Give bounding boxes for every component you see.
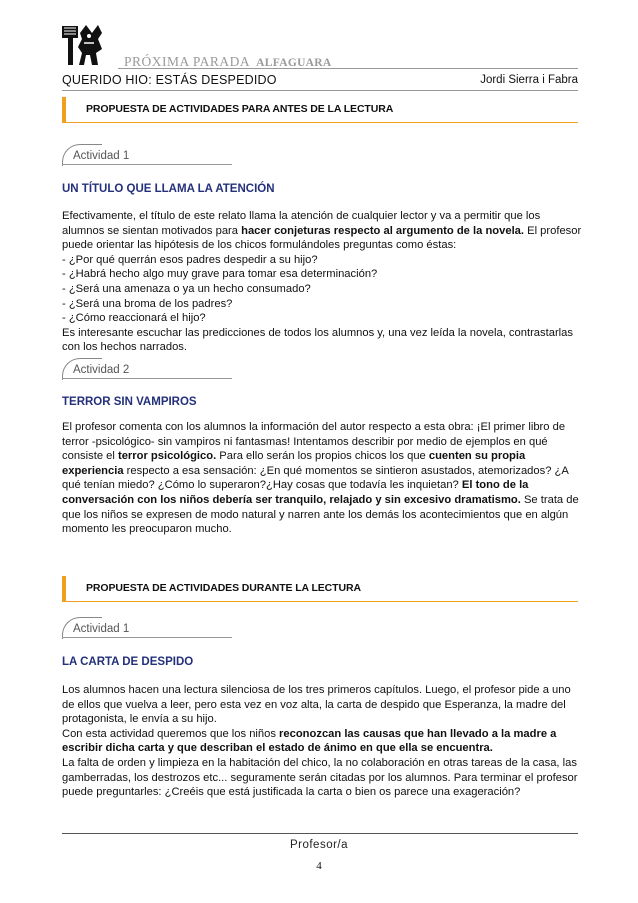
activity-text-antes-2: El profesor comenta con los alumnos la información del autor respecto a esta obra: ¡El primer libro de terror -psicológico- sin vampiros ni fantasmas! Intentamos describir por medio de ejemplos en qué consiste el terror psicológico. Para ello serán los propios chicos los que cuenten su propia experiencia respecto a esa sensación: ¿En qué momentos se sintieron asustados, atemorizados? ¿A qué tenían miedo? ¿Cómo lo superaron?¿Hay cosas que todavía les inquietan? El tono de la conversación con los niños debería ser tranquilo, relajado y sin excesivo dramatismo. Se trata de que los niños se expresen de modo natural y narren ante los demás los acontecimientos que en algún momento les preocuparon mucho.: [62, 421, 579, 536]
activity-title-antes-1: UN TÍTULO QUE LLAMA LA ATENCIÓN: [62, 183, 275, 195]
footer-divider: [62, 833, 578, 834]
footer-role: Profesor/a: [289, 839, 349, 851]
activity-title-antes-2: TERROR SIN VAMPIROS: [62, 396, 197, 408]
activity-title-durante-1: LA CARTA DE DESPIDO: [62, 656, 194, 668]
brand-name: PRÓXIMA PARADA ALFAGUARA: [124, 54, 332, 69]
activity-text-antes-1: Efectivamente, el título de este relato llama la atención de cualquier lector y va a permitir que los alumnos se sientan motivados para hacer conjeturas respecto al argumento de la novela. El profesor puede orientar las hipótesis de los chicos formulándoles preguntas como éstas: - ¿Por qué querrán esos padres despedir a su hijo? - ¿Habrá hecho algo muy grave para tomar esa determinación? - ¿Será una amenaza o ya un hecho consumado? - ¿Será una broma de los padres? - ¿Cómo reaccionará el hijo? Es interesante escuchar las predicciones de todos los alumnos y, una vez leída la novela, contrastarlas con los hechos narrados.: [62, 210, 582, 354]
section-banner-antes: PROPUESTA DE ACTIVIDADES PARA ANTES DE LA LECTURA: [62, 97, 578, 123]
header-divider: [62, 90, 578, 91]
publisher-logo-icon: [62, 23, 110, 67]
document-author: Jordi Sierra i Fabra: [480, 74, 578, 86]
document-title: QUERIDO HIO: ESTÁS DESPEDIDO: [62, 73, 277, 87]
activity-label-antes-2: Actividad 2: [62, 358, 232, 380]
activity-text-durante-1: Los alumnos hacen una lectura silenciosa de los tres primeros capítulos. Luego, el profesor pide a uno de ellos que vuelva a leer, pero esta vez en voz alta, la carta de despido que Esperanza, la madre del protagonista, le envía a su hijo. Con esta actividad queremos que los niños reconozcan las causas que han llevado a la madre a escribir dicha carta y que describan el estado de ánimo en que ella se encuentra. La falta de orden y limpieza en la habitación del chico, la no colaboración en otras tareas de la casa, las gamberradas, los destrozos etc... seguramente serán citadas por los alumnos. Para terminar el profesor puede preguntarles: ¿Creéis que está justificada la carta o bien os parece una exageración?: [62, 684, 578, 799]
activity-label-durante-1: Actividad 1: [62, 617, 232, 639]
page-number: 4: [316, 860, 322, 872]
section-banner-durante: PROPUESTA DE ACTIVIDADES DURANTE LA LECTURA: [62, 576, 578, 602]
header-divider-top: [118, 68, 578, 69]
activity-label-antes-1: Actividad 1: [62, 144, 232, 166]
